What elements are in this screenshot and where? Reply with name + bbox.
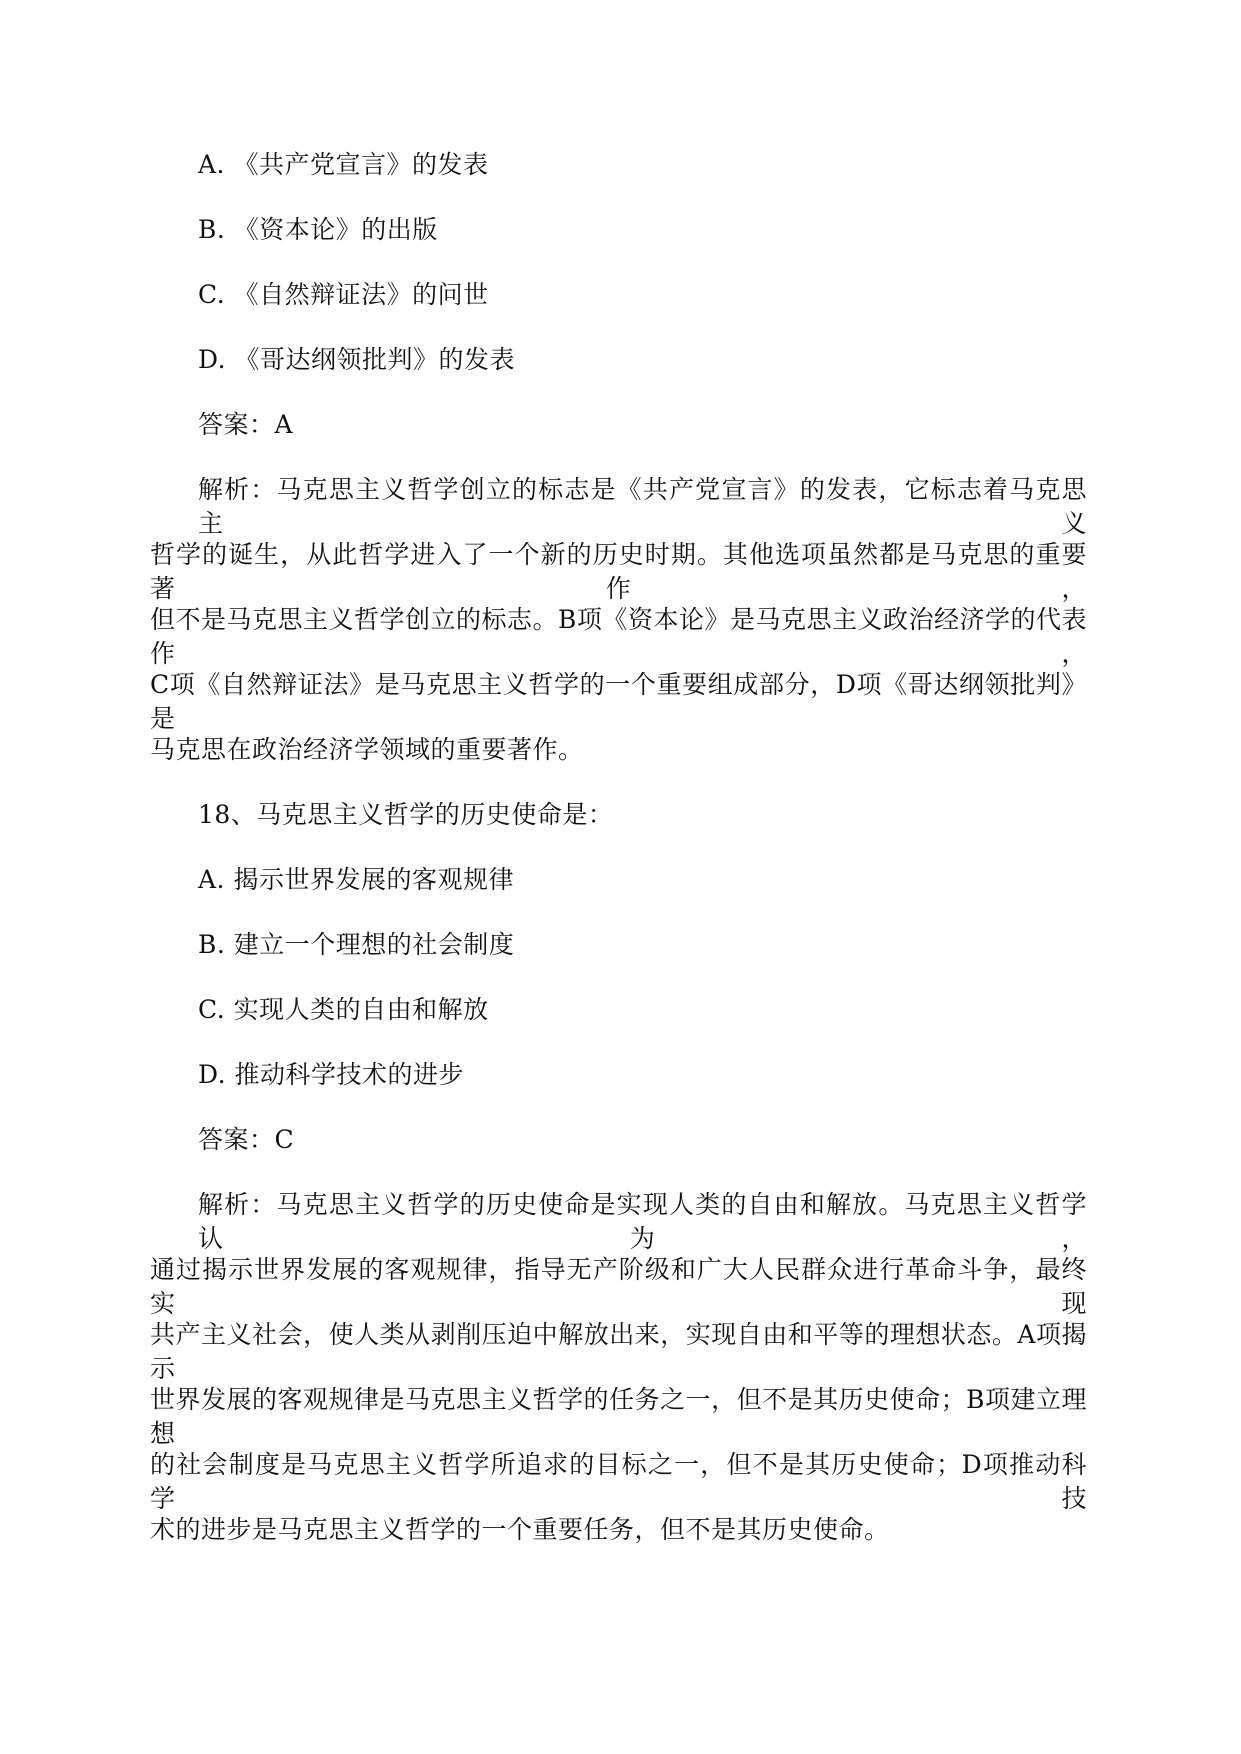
q18-answer: 答案：C bbox=[198, 1125, 295, 1154]
q17-analysis-line-2: 哲学的诞生，从此哲学进入了一个新的历史时期。其他选项虽然都是马克思的重要著作， bbox=[150, 540, 1087, 603]
q18-analysis-line-6: 术的进步是马克思主义哲学的一个重要任务，但不是其历史使命。 bbox=[150, 1515, 890, 1544]
q17-option-b: B. 《资本论》的出版 bbox=[198, 215, 438, 244]
q18-analysis-line-1: 解析：马克思主义哲学的历史使命是实现人类的自由和解放。马克思主义哲学认为， bbox=[198, 1190, 1087, 1253]
q18-option-a: A. 揭示世界发展的客观规律 bbox=[198, 865, 514, 894]
q17-option-c: C. 《自然辩证法》的问世 bbox=[198, 280, 489, 309]
q18-analysis-line-4: 世界发展的客观规律是马克思主义哲学的任务之一，但不是其历史使命；B项建立理想 bbox=[150, 1385, 1087, 1448]
q17-analysis-line-5: 马克思在政治经济学领域的重要著作。 bbox=[150, 735, 584, 764]
q17-option-a: A. 《共产党宣言》的发表 bbox=[198, 150, 489, 179]
q17-option-d: D. 《哥达纲领批判》的发表 bbox=[198, 345, 516, 374]
q17-answer: 答案：A bbox=[198, 410, 294, 439]
q17-analysis-line-1: 解析：马克思主义哲学创立的标志是《共产党宣言》的发表，它标志着马克思主义 bbox=[198, 475, 1087, 538]
q17-analysis-line-4: C项《自然辩证法》是马克思主义哲学的一个重要组成部分，D项《哥达纲领批判》是 bbox=[150, 670, 1087, 733]
q18-analysis-line-2: 通过揭示世界发展的客观规律，指导无产阶级和广大人民群众进行革命斗争，最终实现 bbox=[150, 1255, 1087, 1318]
q18-option-d: D. 推动科学技术的进步 bbox=[198, 1060, 465, 1089]
q17-analysis-line-3: 但不是马克思主义哲学创立的标志。B项《资本论》是马克思主义政治经济学的代表作， bbox=[150, 605, 1087, 668]
q18-option-b: B. 建立一个理想的社会制度 bbox=[198, 930, 515, 959]
q18-analysis-line-3: 共产主义社会，使人类从剥削压迫中解放出来，实现自由和平等的理想状态。A项揭示 bbox=[150, 1320, 1087, 1383]
q18-analysis-line-5: 的社会制度是马克思主义哲学所追求的目标之一，但不是其历史使命；D项推动科学技 bbox=[150, 1450, 1087, 1513]
q18-option-c: C. 实现人类的自由和解放 bbox=[198, 995, 489, 1024]
q18-question: 18、马克思主义哲学的历史使命是： bbox=[198, 800, 614, 829]
